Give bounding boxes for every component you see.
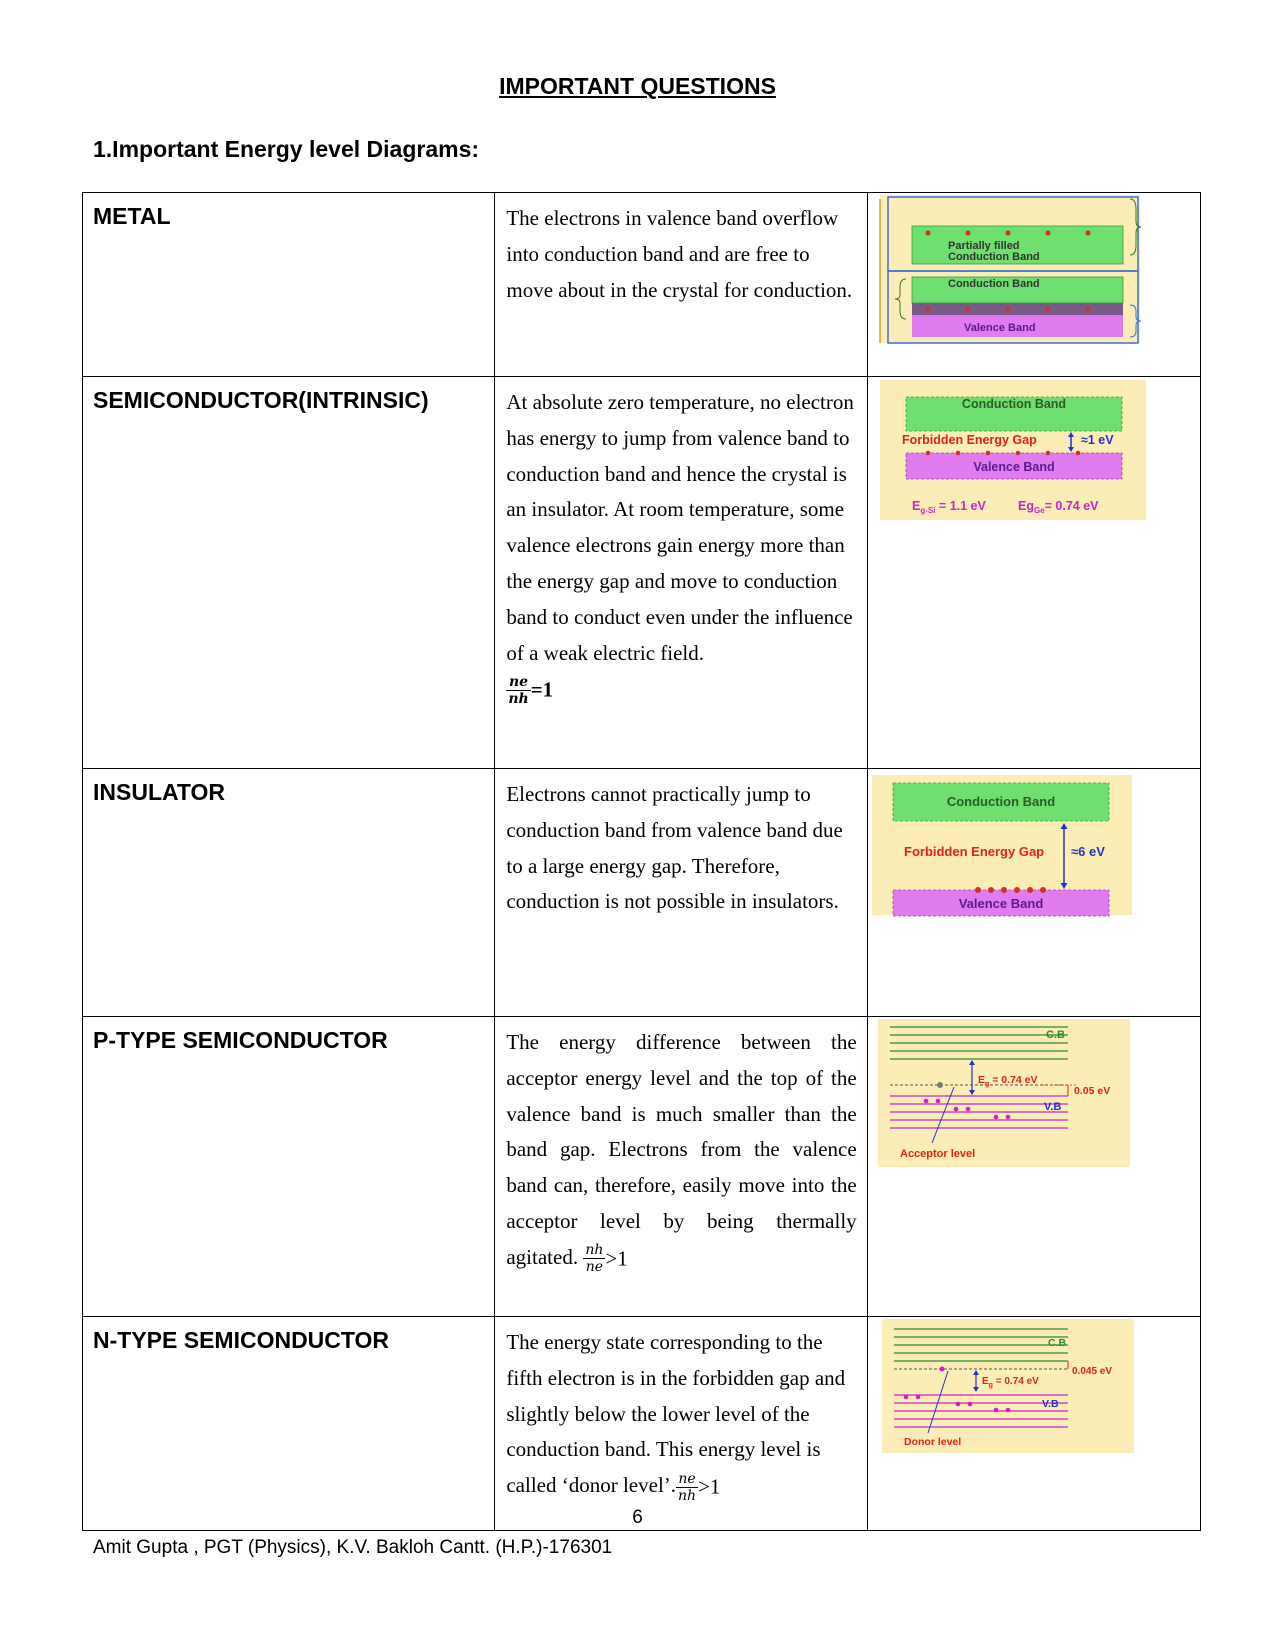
ratio-relation: =1 bbox=[530, 677, 554, 702]
semi-forbidden-gap-label: Forbidden Energy Gap bbox=[901, 433, 1037, 447]
insulator-band-diagram bbox=[867, 769, 1200, 1017]
insulator-valence-band-label: Valence Band bbox=[958, 896, 1043, 911]
table-row bbox=[83, 769, 1201, 1017]
insulator-band-diagram-svg bbox=[868, 769, 1201, 1011]
row-description-semiconductor-intrinsic bbox=[495, 377, 867, 769]
table-row bbox=[83, 1017, 1201, 1317]
metal-top-band-label-1: Partially filled bbox=[947, 240, 1020, 252]
p-type-eg-label: $E_g = 0.74$ eV bbox=[977, 1074, 1038, 1088]
semi-conduction-band-label: Conduction Band bbox=[961, 397, 1066, 411]
ratio-relation: >1 bbox=[698, 1474, 721, 1499]
n-type-cb-label: C.B bbox=[1047, 1337, 1066, 1349]
insulator-conduction-band-label: Conduction Band bbox=[946, 794, 1055, 809]
page-title: IMPORTANT QUESTIONS bbox=[499, 73, 776, 99]
table-row bbox=[83, 193, 1201, 377]
footer-text: Amit Gupta , PGT (Physics), K.V. Bakloh Cantt. (H.P.)-176301 bbox=[93, 1537, 613, 1558]
ratio-fraction: $\frac{ne}{nh}$ bbox=[678, 1470, 697, 1504]
description-text: The energy state corresponding to the fifth electron is in the forbidden gap and slightly below the lower level of the conduction band. This energy level is called ‘donor level’. bbox=[506, 1330, 846, 1498]
row-name-insulator: INSULATOR bbox=[83, 769, 495, 1017]
row-name-n-type: N-TYPE SEMICONDUCTOR bbox=[83, 1317, 495, 1531]
metal-top-band-label-2: Conduction Band bbox=[947, 251, 1040, 263]
semi-valence-band-label: Valence Band bbox=[973, 460, 1055, 474]
ratio-fraction: $\frac{ne}{nh}$ bbox=[508, 674, 529, 708]
metal-valence-band-label: Valence Band bbox=[963, 322, 1036, 334]
p-type-cb-label: C.B bbox=[1045, 1029, 1065, 1041]
row-description-insulator bbox=[495, 769, 867, 1017]
insulator-gap-value: ≈6 eV bbox=[1070, 844, 1105, 859]
metal-band-diagram-svg bbox=[868, 193, 1201, 371]
n-type-vb-label: V.B bbox=[1041, 1398, 1059, 1410]
p-type-band-diagram-svg bbox=[868, 1017, 1201, 1311]
description-text: The electrons in valence band overflow into conduction band and are free to move about in the crystal for conduction. bbox=[506, 206, 853, 302]
n-type-eg-label: $E_g = 0.74$ eV bbox=[981, 1376, 1039, 1389]
row-description-n-type bbox=[495, 1317, 867, 1531]
n-type-band-diagram bbox=[867, 1317, 1200, 1531]
semi-eg-ge: $Eg_{Ge}= 0.74$ eV bbox=[1017, 499, 1099, 515]
row-name-p-type: P-TYPE SEMICONDUCTOR bbox=[83, 1017, 495, 1317]
n-type-band-diagram-svg bbox=[868, 1317, 1201, 1525]
ratio-fraction: $\frac{nh}{ne}$ bbox=[585, 1242, 604, 1276]
table-row bbox=[83, 377, 1201, 769]
section-heading: 1.Important Energy level Diagrams: bbox=[93, 136, 480, 162]
semiconductor-band-diagram bbox=[867, 377, 1200, 769]
ratio-relation: >1 bbox=[605, 1246, 628, 1271]
p-type-band-diagram bbox=[867, 1017, 1200, 1317]
n-type-donor-label: Donor level bbox=[903, 1436, 961, 1448]
row-name-metal: METAL bbox=[83, 193, 495, 377]
n-type-offset-label: 0.045 eV bbox=[1071, 1366, 1112, 1377]
row-description-metal bbox=[495, 193, 867, 377]
description-text: The energy difference between the acceptor energy level and the top of the valence band is much smaller than the band gap. Electrons from the valence band can, therefore, easily move into the acceptor level by being thermally agitated. bbox=[506, 1030, 857, 1269]
page-number: 6 bbox=[632, 1507, 643, 1528]
row-description-p-type bbox=[495, 1017, 867, 1317]
p-type-vb-label: V.B bbox=[1043, 1101, 1062, 1113]
description-text: Electrons cannot practically jump to conduction band from valence band due to a large energy gap. Therefore, conduction is not possible in insulators. bbox=[506, 782, 843, 914]
metal-band-diagram bbox=[867, 193, 1200, 377]
energy-level-table bbox=[82, 192, 1201, 1531]
metal-middle-band-label: Conduction Band bbox=[947, 278, 1040, 290]
semiconductor-band-diagram-svg bbox=[868, 377, 1201, 763]
p-type-acceptor-label: Acceptor level bbox=[899, 1148, 975, 1160]
table-row bbox=[83, 1317, 1201, 1531]
description-text: At absolute zero temperature, no electron has energy to jump from valence band to conduction band and hence the crystal is an insulator. At room temperature, some valence electrons gain energy more than the energy gap and move to conduction band to conduct even under the influence of a weak electric field. bbox=[506, 390, 854, 665]
semi-eg-si: $E_{g-Si} = 1.1$ eV bbox=[911, 499, 986, 515]
semi-gap-value: ≈1 eV bbox=[1080, 433, 1114, 447]
insulator-forbidden-gap-label: Forbidden Energy Gap bbox=[903, 844, 1044, 859]
row-name-semiconductor-intrinsic: SEMICONDUCTOR(INTRINSIC) bbox=[83, 377, 495, 769]
p-type-offset-label: 0.05 eV bbox=[1073, 1085, 1110, 1097]
